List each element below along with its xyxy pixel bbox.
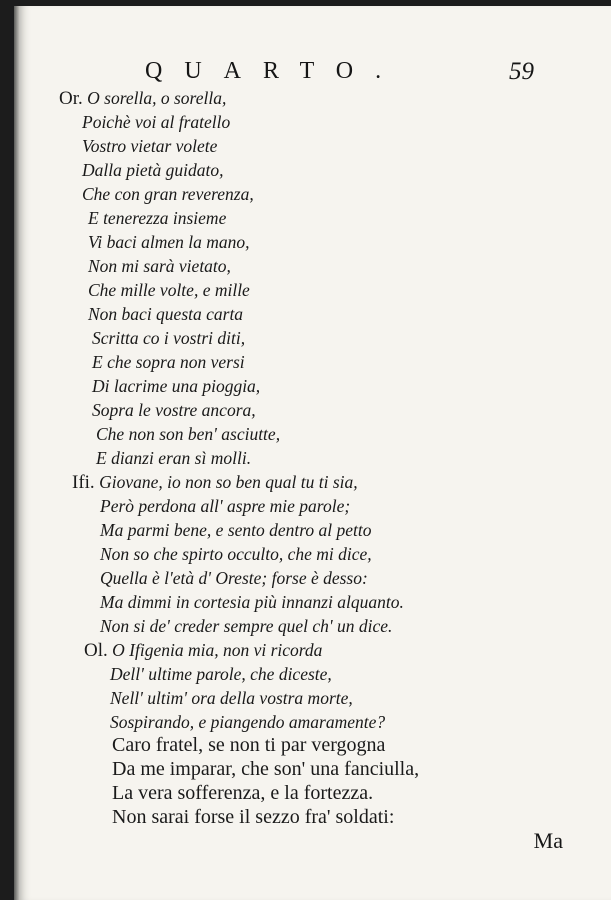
verse-line <box>100 568 368 589</box>
verse-line-text: Di lacrime una pioggia, <box>92 376 261 396</box>
verse-line <box>59 88 226 110</box>
verse-line <box>82 160 223 181</box>
catchword: Ma <box>533 828 563 853</box>
page-number: 59 <box>509 58 534 85</box>
verse-line <box>88 256 231 277</box>
verse-line <box>100 520 372 541</box>
speaker-label: Ol. <box>84 640 108 661</box>
verse-line-text: Ma dimmi in cortesia più innanzi alquanto. <box>100 592 404 612</box>
speaker-label: Or. <box>59 88 83 109</box>
verse-line-text: Sospirando, e piangendo amaramente? <box>110 712 386 732</box>
verse-line <box>88 208 226 229</box>
verse-line <box>92 376 260 397</box>
verse-line-text: Non baci questa carta <box>88 304 244 324</box>
verse-line <box>92 352 245 373</box>
verse-line <box>82 184 254 205</box>
verse-line <box>100 496 350 517</box>
verse-line <box>100 544 372 565</box>
verse-line-text: La vera sofferenza, e la fortezza. <box>112 782 374 804</box>
verse-line-text: Dell' ultime parole, che diceste, <box>110 664 332 684</box>
verse-line <box>112 782 373 805</box>
verse-line <box>100 592 404 613</box>
verse-line-text: Non si de' creder sempre quel ch' un dice. <box>100 616 393 636</box>
verse-line-text: Vi baci almen la mano, <box>88 232 250 252</box>
book-page <box>14 6 611 900</box>
verse-line <box>88 280 250 301</box>
verse-line-text: Da me imparar, che son' una fanciulla, <box>112 758 420 780</box>
verse-line <box>110 688 353 709</box>
verse-line <box>112 806 394 829</box>
verse-line <box>92 400 256 421</box>
verse-line-text: O sorella, o sorella, <box>87 88 227 108</box>
verse-line <box>112 734 385 757</box>
verse-line <box>96 424 280 445</box>
speaker-label: Ifi. <box>72 472 95 493</box>
verse-line-text: Non so che spirto occulto, che mi dice, <box>100 544 372 564</box>
verse-line-text: Poichè voi al fratello <box>82 112 231 132</box>
verse-line <box>72 472 358 494</box>
verse-line <box>100 616 392 637</box>
verse-line <box>84 640 322 662</box>
verse-line-text: Non mi sarà vietato, <box>88 256 231 276</box>
verse-line <box>82 112 230 133</box>
verse-line-text: Caro fratel, se non ti par vergogna <box>112 734 386 756</box>
verse-line-text: Vostro vietar volete <box>82 136 218 156</box>
verse-line <box>96 448 251 469</box>
verse-line <box>88 232 250 253</box>
verse-line-text: Che con gran reverenza, <box>82 184 254 204</box>
running-title: QUARTO. <box>145 58 404 84</box>
verse-line-text: Dalla pietà guidato, <box>82 160 224 180</box>
verse-line <box>112 758 419 781</box>
verse-line <box>88 304 243 325</box>
verse-line-text: Quella è l'età d' Oreste; forse è desso: <box>100 568 368 588</box>
verse-line-text: Però perdona all' aspre mie parole; <box>100 496 351 516</box>
verse-line-text: Che non son ben' asciutte, <box>96 424 281 444</box>
verse-line-text: Sopra le vostre ancora, <box>92 400 256 420</box>
verse-line <box>110 664 332 685</box>
verse-line-text: Che mille volte, e mille <box>88 280 250 300</box>
verse-line-text: E tenerezza insieme <box>88 208 227 228</box>
verse-line <box>110 712 385 733</box>
verse-line-text: Giovane, io non so ben qual tu ti sia, <box>99 472 358 492</box>
verse-line-text: Non sarai forse il sezzo fra' soldati: <box>112 806 395 828</box>
verse-line <box>82 136 217 157</box>
verse-line-text: Ma parmi bene, e sento dentro al petto <box>100 520 372 540</box>
verse-line <box>92 328 245 349</box>
verse-line-text: O Ifigenia mia, non vi ricorda <box>112 640 323 660</box>
verse-line-text: E che sopra non versi <box>92 352 245 372</box>
verse-line-text: Nell' ultim' ora della vostra morte, <box>110 688 353 708</box>
verse-text <box>14 6 611 900</box>
verse-line-text: E dianzi eran sì molli. <box>96 448 252 468</box>
verse-line-text: Scritta co i vostri diti, <box>92 328 246 348</box>
